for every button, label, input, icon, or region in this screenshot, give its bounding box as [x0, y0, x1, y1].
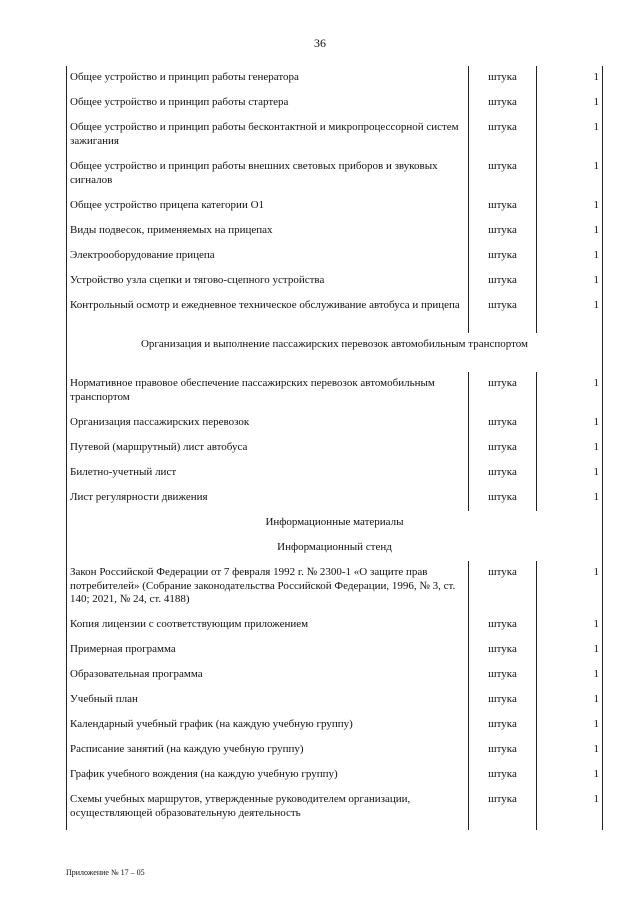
item-quantity: 1: [537, 613, 603, 638]
item-name: График учебного вождения (на каждую учебную группу): [67, 763, 469, 788]
item-quantity: 1: [537, 486, 603, 511]
table-row: [67, 561, 603, 613]
table-row: [67, 244, 603, 269]
item-quantity: 1: [537, 461, 603, 486]
item-unit: штука: [469, 194, 537, 219]
item-unit: штука: [469, 436, 537, 461]
item-name: Электрооборудование прицепа: [67, 244, 469, 269]
item-name: Общее устройство прицепа категории O1: [67, 194, 469, 219]
item-quantity: 1: [537, 91, 603, 116]
item-name: Билетно-учетный лист: [67, 461, 469, 486]
page-number: 36: [314, 36, 326, 50]
table-row: [67, 638, 603, 663]
item-name: Устройство узла сцепки и тягово-сцепного устройства: [67, 269, 469, 294]
item-unit: штука: [469, 638, 537, 663]
item-quantity: 1: [537, 638, 603, 663]
table-row: [67, 66, 603, 91]
item-quantity: 1: [537, 411, 603, 436]
item-unit: штука: [469, 116, 537, 155]
item-name: Расписание занятий (на каждую учебную группу): [67, 738, 469, 763]
item-unit: штука: [469, 91, 537, 116]
item-name: Нормативное правовое обеспечение пассажирских перевозок автомобильным транспортом: [67, 372, 469, 411]
item-name: Организация пассажирских перевозок: [67, 411, 469, 436]
item-name: Примерная программа: [67, 638, 469, 663]
item-unit: штука: [469, 66, 537, 91]
item-name: Путевой (маршрутный) лист автобуса: [67, 436, 469, 461]
item-unit: штука: [469, 155, 537, 194]
item-name: Общее устройство и принцип работы генератора: [67, 66, 469, 91]
section-row: [67, 536, 603, 561]
equipment-table: [66, 66, 603, 830]
table-row: [67, 788, 603, 830]
item-quantity: 1: [537, 688, 603, 713]
table-row: [67, 436, 603, 461]
table-row: [67, 116, 603, 155]
table-row: [67, 713, 603, 738]
item-name: Общее устройство и принцип работы внешних световых приборов и звуковых сигналов: [67, 155, 469, 194]
table-row: [67, 219, 603, 244]
item-unit: штука: [469, 561, 537, 613]
item-name: Учебный план: [67, 688, 469, 713]
table-row: [67, 372, 603, 411]
item-quantity: 1: [537, 713, 603, 738]
item-unit: штука: [469, 713, 537, 738]
item-name: Общее устройство и принцип работы бесконтактной и микропроцессорной систем зажигания: [67, 116, 469, 155]
item-name: Контрольный осмотр и ежедневное техническое обслуживание автобуса и прицепа: [67, 294, 469, 333]
item-unit: штука: [469, 788, 537, 830]
table-row: [67, 411, 603, 436]
item-quantity: 1: [537, 788, 603, 830]
item-unit: штука: [469, 294, 537, 333]
section-row: [67, 333, 603, 372]
table-row: [67, 486, 603, 511]
item-name: Закон Российской Федерации от 7 февраля 1992 г. № 2300-1 «О защите прав потребителей» (Собрание законодательства Российской Федерации, 1996, № 3, ст. 140; 2021, № 24, ст. 4188): [67, 561, 469, 613]
table-row: [67, 461, 603, 486]
item-unit: штука: [469, 244, 537, 269]
item-name: Схемы учебных маршрутов, утвержденные руководителем организации, осуществляющей образовательную деятельность: [67, 788, 469, 830]
item-quantity: 1: [537, 66, 603, 91]
item-quantity: 1: [537, 561, 603, 613]
table-row: [67, 663, 603, 688]
item-quantity: 1: [537, 294, 603, 333]
item-quantity: 1: [537, 372, 603, 411]
item-name: Образовательная программа: [67, 663, 469, 688]
item-quantity: 1: [537, 194, 603, 219]
table-row: [67, 763, 603, 788]
item-unit: штука: [469, 763, 537, 788]
item-name: Копия лицензии с соответствующим приложением: [67, 613, 469, 638]
item-quantity: 1: [537, 269, 603, 294]
item-unit: штука: [469, 688, 537, 713]
section-heading: Информационный стенд: [67, 536, 603, 561]
item-name: Лист регулярности движения: [67, 486, 469, 511]
item-quantity: 1: [537, 116, 603, 155]
item-quantity: 1: [537, 663, 603, 688]
item-quantity: 1: [537, 763, 603, 788]
item-unit: штука: [469, 269, 537, 294]
item-name: Календарный учебный график (на каждую учебную группу): [67, 713, 469, 738]
section-heading: Организация и выполнение пассажирских перевозок автомобильным транспортом: [67, 333, 603, 372]
table-row: [67, 294, 603, 333]
table-row: [67, 194, 603, 219]
section-heading: Информационные материалы: [67, 511, 603, 536]
table-row: [67, 738, 603, 763]
table-row: [67, 269, 603, 294]
item-unit: штука: [469, 411, 537, 436]
item-quantity: 1: [537, 244, 603, 269]
section-row: [67, 511, 603, 536]
item-quantity: 1: [537, 738, 603, 763]
item-unit: штука: [469, 486, 537, 511]
item-unit: штука: [469, 461, 537, 486]
item-unit: штука: [469, 663, 537, 688]
item-unit: штука: [469, 613, 537, 638]
item-name: Общее устройство и принцип работы стартера: [67, 91, 469, 116]
table-row: [67, 155, 603, 194]
item-unit: штука: [469, 738, 537, 763]
item-quantity: 1: [537, 219, 603, 244]
item-name: Виды подвесок, применяемых на прицепах: [67, 219, 469, 244]
item-quantity: 1: [537, 436, 603, 461]
table-row: [67, 613, 603, 638]
table-row: [67, 688, 603, 713]
document-footer: Приложение № 17 – 05: [66, 868, 145, 877]
item-quantity: 1: [537, 155, 603, 194]
item-unit: штука: [469, 372, 537, 411]
item-unit: штука: [469, 219, 537, 244]
table-row: [67, 91, 603, 116]
